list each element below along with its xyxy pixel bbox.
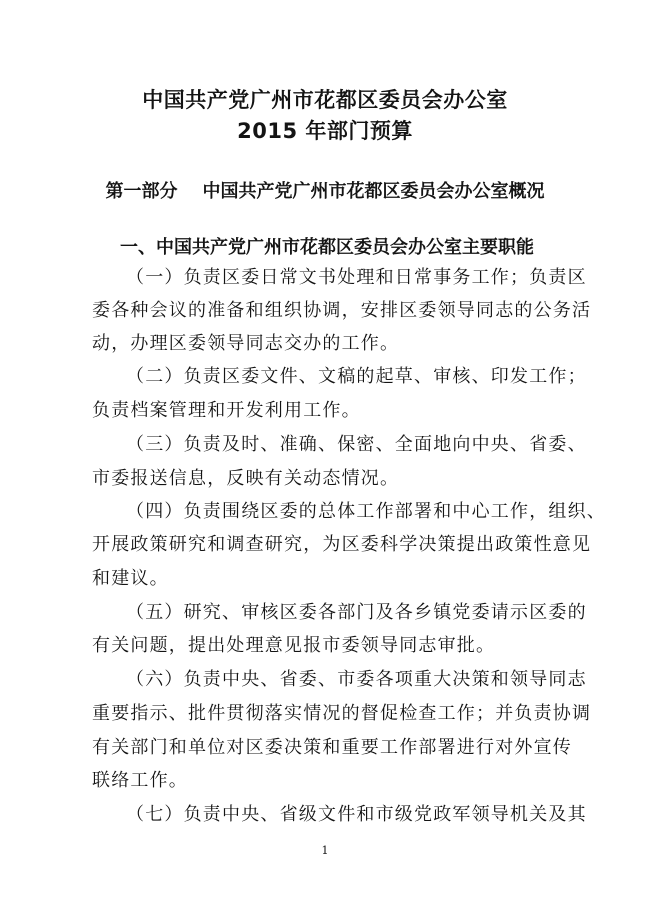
paragraph-line: 开展政策研究和调查研究，为区委科学决策提出政策性意见	[92, 534, 592, 555]
document-title: 中国共产党广州市花都区委员会办公室	[142, 88, 508, 112]
paragraph-line: 有关部门和单位对区委决策和重要工作部署进行对外宣传	[92, 737, 572, 758]
paragraph-line: （三）负责及时、准确、保密、全面地向中央、省委、	[126, 434, 587, 455]
document-subtitle: 2015 年部门预算	[237, 119, 413, 143]
paragraph-line: （五）研究、审核区委各部门及各乡镇党委请示区委的	[126, 602, 587, 623]
paragraph-line: 和建议。	[92, 568, 169, 589]
paragraph-line: （二）负责区委文件、文稿的起草、审核、印发工作；	[126, 366, 587, 387]
paragraph-line: 委各种会议的准备和组织协调，安排区委领导同志的公务活	[92, 300, 592, 321]
paragraph-line: 市委报送信息，反映有关动态情况。	[92, 468, 400, 489]
paragraph-line: （一）负责区委日常文书处理和日常事务工作；负责区	[126, 267, 587, 288]
paragraph-line: 负责档案管理和开发利用工作。	[92, 400, 361, 421]
paragraph-line: 联络工作。	[92, 770, 188, 791]
paragraph-line: （七）负责中央、省级文件和市级党政军领导机关及其	[126, 804, 587, 825]
page-number: 1	[321, 844, 329, 857]
paragraph-line: （四）负责围绕区委的总体工作部署和中心工作，组织、	[126, 501, 606, 522]
paragraph-line: 动，办理区委领导同志交办的工作。	[92, 333, 400, 354]
section-heading: 一、中国共产党广州市花都区委员会办公室主要职能	[120, 237, 534, 258]
part-heading: 第一部分 中国共产党广州市花都区委员会办公室概况	[105, 181, 545, 202]
paragraph-line: 有关问题，提出处理意见报市委领导同志审批。	[92, 635, 496, 656]
paragraph-line: 重要指示、批件贯彻落实情况的督促检查工作；并负责协调	[92, 703, 592, 724]
paragraph-line: （六）负责中央、省委、市委各项重大决策和领导同志	[126, 669, 587, 690]
